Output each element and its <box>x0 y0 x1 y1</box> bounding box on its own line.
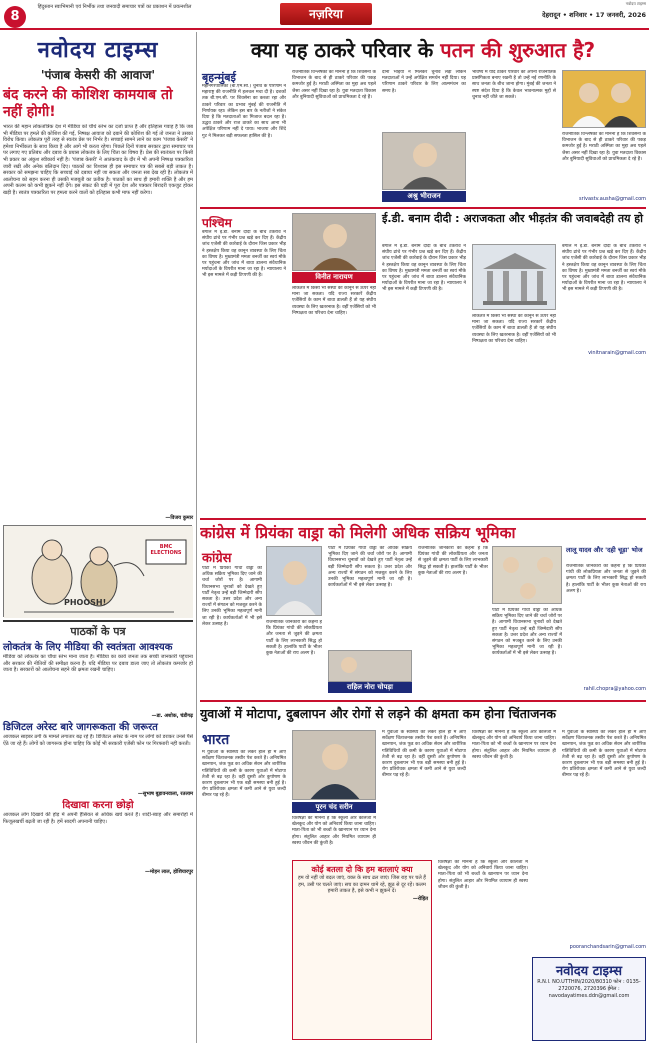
congress-col-4: राजनीतिक जानकारों का कहना है कि प्रियंका गांधी की लोकप्रियता और जनता से जुड़ने की क्षमता पार्टी के लिए लाभकारी सिद्ध हो सकती है। हालांकि पार्टी के भीतर कुछ नेताओं की राय अलग है। <box>418 546 488 576</box>
congress-col-2: राजनीतिक जानकारों का कहना है कि प्रियंका गांधी की लोकप्रियता और जनता से जुड़ने की क्षमता पार्टी के लिए लाभकारी सिद्ध हो सकती है। हालांकि पार्टी के भीतर कुछ नेताओं की राय अलग है। <box>266 620 322 657</box>
corner-tag: नवोदय टाइम्स <box>625 1 646 6</box>
youth-col-3: में युवाओं के स्वास्थ्य को लेकर हाल ही में आए सर्वेक्षण चिंताजनक तस्वीर पेश करते हैं। अनियमित खानपान, जंक फूड का अधिक सेवन और शारीरिक गतिविधियों की कमी के कारण युवाओं में मोटापा तेजी से बढ़ रहा है। वहीं दूसरी ओर कुपोषण के कारण दुबलापन भी एक बड़ी समस्या बनी हुई है। रोग प्रतिरोधक क्षमता में कमी आने से युवा जल्दी बीमार पड़ रहे हैं। <box>382 730 466 779</box>
author-portrait-icon <box>293 214 376 271</box>
youth-col-5: विशेषज्ञों का मानना है कि स्कूलों और कॉलेजों में खेलकूद और योग को अनिवार्य किया जाना चाहिए। माता-पिता को भी बच्चों के खानपान पर ध्यान देना होगा। संतुलित आहार और नियमित व्यायाम ही स्वस्थ जीवन की कुंजी है। <box>472 730 556 760</box>
mamata-author-name: विनीत नारायण <box>292 272 376 283</box>
leaders-photo-icon <box>493 547 562 604</box>
lead-col-1: महानगरपालिका (बी.एम.सी.) चुनाव के परिणाम ने महाराष्ट्र की राजनीति में हलचल मचा दी है। दशकों तक बी.एम.सी. पर शिवसेना का कब्जा रहा और ठाकरे परिवार का प्रभाव मुंबई की राजनीति में निर्णायक रहा। लेकिन इस बार के नतीजों ने संकेत दिया है कि मतदाताओं का मिजाज बदल रहा है। उद्धव ठाकरे और राज ठाकरे का साथ आना भी अपेक्षित परिणाम नहीं दे पाया। भाजपा और शिंदे गुट ने मिलकर बड़ी सफलता हासिल की है। <box>202 84 286 139</box>
youth-col-4: विशेषज्ञों का मानना है कि स्कूलों और कॉलेजों में खेलकूद और योग को अनिवार्य किया जाना चाहिए। माता-पिता को भी बच्चों के खानपान पर ध्यान देना होगा। संतुलित आहार और नियमित व्यायाम ही स्वस्थ जीवन की कुंजी है। <box>438 860 528 890</box>
mamata-kicker: पश्चिम <box>202 216 232 230</box>
section-divider <box>200 518 646 520</box>
youth-col-6: में युवाओं के स्वास्थ्य को लेकर हाल ही में आए सर्वेक्षण चिंताजनक तस्वीर पेश करते हैं। अनियमित खानपान, जंक फूड का अधिक सेवन और शारीरिक गतिविधियों की कमी के कारण युवाओं में मोटापा तेजी से बढ़ रहा है। वहीं दूसरी ओर कुपोषण के कारण दुबलापन भी एक बड़ी समस्या बनी हुई है। रोग प्रतिरोधक क्षमता में कमी आने से युवा जल्दी बीमार पड़ रहे हैं। <box>562 730 646 779</box>
congress-col-3: पार्टी में प्रियंका गांधी वाड्रा को अधिक सक्रिय भूमिका दिए जाने की चर्चा जोरों पर है। आगामी विधानसभा चुनावों को देखते हुए पार्टी नेतृत्व उन्हें बड़ी जिम्मेदारी सौंप सकता है। उत्तर प्रदेश और अन्य राज्यों में संगठन को मजबूत करने के लिए उनकी भूमिका महत्वपूर्ण मानी जा रही है। कार्यकर्ताओं में भी इसे लेकर उत्साह है। <box>328 546 412 589</box>
poem-byline: —रोहित <box>412 895 428 902</box>
editorial-headline: बंद करने की कोशिश कामयाब तो नहीं होगी! <box>3 87 173 120</box>
youth-author-photo <box>292 730 376 800</box>
mamata-contact: vinitnarain@gmail.com <box>588 350 646 356</box>
politician-portrait-icon <box>267 547 322 616</box>
youth-headline: युवाओं में मोटापा, दुबलापन और रोगों से लड़ने की क्षमता कम होना चिंताजनक <box>200 706 556 721</box>
mamata-col-4: लोकतंत्र में किसी भी संस्था को कानून से ऊपर नहीं माना जा सकता। यदि राज्य सरकारें केंद्रीय एजेंसियों के काम में बाधा डालती हैं तो यह संघीय व्यवस्था के लिए खतरनाक है। वहीं एजेंसियों को भी निष्पक्षता का परिचय देना चाहिए। <box>472 314 556 344</box>
lead-article <box>200 70 646 465</box>
section-divider <box>200 700 646 702</box>
youth-contact: pooranchandsarin@gmail.com <box>569 944 646 950</box>
lead-headline <box>200 33 646 67</box>
poem-text: हम वो नहीं जो बदल जाएं, वक्त के साथ ढल जाएं। जिस राह पर चले हैं हम, उसी पर चलते जाएं। सच का दामन थामे रहे, झूठ से दूर रहें। कलम हमारी ताकत है, इसे कभी न झुकने दें। <box>298 875 426 894</box>
editorial-cartoon <box>3 525 192 617</box>
lead-headline-part2: पतन की शुरुआत है? <box>440 38 596 62</box>
thackeray-photo <box>562 70 646 128</box>
tagline: हिंदुस्तान स्वाभिमानी एवं निर्भीक तथा जनवादी समाचार पत्रों का प्रकाशन में प्रयत्नशील <box>37 4 192 10</box>
youth-col-1: में युवाओं के स्वास्थ्य को लेकर हाल ही में आए सर्वेक्षण चिंताजनक तस्वीर पेश करते हैं। अनियमित खानपान, जंक फूड का अधिक सेवन और शारीरिक गतिविधियों की कमी के कारण युवाओं में मोटापा तेजी से बढ़ रहा है। वहीं दूसरी ओर कुपोषण के कारण दुबलापन भी एक बड़ी समस्या बनी हुई है। रोग प्रतिरोधक क्षमता में कमी आने से युवा जल्दी बीमार पड़ रहे हैं। <box>202 750 286 799</box>
author-portrait-icon <box>383 133 466 190</box>
lead-author-name: अश्रु भीराजन <box>382 191 466 202</box>
letter1-headline: लोकतंत्र के लिए मीडिया की स्वतंत्रता आवश्यक <box>3 642 173 653</box>
letter3-body: आजकल लोग दिखावे की होड़ में अपनी हैसियत से अधिक खर्च करते हैं। शादी-ब्याह और समारोहों में फिजूलखर्ची बढ़ती जा रही है। हमें सादगी अपनानी चाहिए। <box>3 812 193 825</box>
congress-kicker: कांग्रेस <box>202 551 232 566</box>
author-portrait-icon <box>293 731 376 800</box>
section-divider <box>200 207 646 209</box>
congress-headline: कांग्रेस में प्रियंका वाड्रा को मिलेगी अधिक सक्रिय भूमिका <box>200 524 516 542</box>
congress-author-photo <box>328 650 412 682</box>
lead-col-4: भविष्य में यदि ठाकरे परिवार को अपनी राजनीतिक प्रासंगिकता बनाए रखनी है तो उन्हें नई रणनीति के साथ जनता के बीच जाना होगा। मुंबई की जनता ने स्पष्ट संदेश दिया है कि केवल भावनात्मक मुद्दों से चुनाव नहीं जीते जा सकते। <box>472 70 556 100</box>
congress-author-name: राहिल नोरा चोपड़ा <box>328 682 412 693</box>
imprint-box <box>532 957 646 1041</box>
mamata-col-5: बंगाल में ई.डी. बनाम दीदी के बीच टकराव ने संघीय ढांचे पर गंभीर प्रश्न खड़े कर दिए हैं। केंद्रीय जांच एजेंसी की कार्रवाई के दौरान जिस प्रकार भीड़ ने हस्तक्षेप किया वह कानून व्यवस्था के लिए चिंता का विषय है। मुख्यमंत्री ममता बनर्जी का स्वयं मौके पर पहुंचना और जांच में बाधा डालना संवैधानिक मर्यादाओं के विपरीत माना जा रहा है। न्यायालय ने भी इस मामले में कड़ी टिप्पणी की है। <box>562 244 646 293</box>
cartoon-sound-text: PHOOSH! <box>64 598 107 607</box>
lead-author-photo <box>382 132 466 190</box>
mamata-col-3: बंगाल में ई.डी. बनाम दीदी के बीच टकराव ने संघीय ढांचे पर गंभीर प्रश्न खड़े कर दिए हैं। केंद्रीय जांच एजेंसी की कार्रवाई के दौरान जिस प्रकार भीड़ ने हस्तक्षेप किया वह कानून व्यवस्था के लिए चिंता का विषय है। मुख्यमंत्री ममता बनर्जी का स्वयं मौके पर पहुंचना और जांच में बाधा डालना संवैधानिक मर्यादाओं के विपरीत माना जा रहा है। न्यायालय ने भी इस मामले में कड़ी टिप्पणी की है। <box>382 244 466 293</box>
poem-box <box>292 860 432 1040</box>
leaders-photo-group <box>492 546 562 604</box>
poem-title: कोई बतला दो कि हम बतलाएं क्या <box>311 865 413 874</box>
imprint-text: R.N.I. NO.UTTHIN/2020/80310 फोन : 0135-2720076, 2720396 ईमेल : navodayatimes.ddn@gmail.com <box>537 979 641 999</box>
page-number: 8 <box>4 6 26 28</box>
youth-author-name: पूरन चंद सरीन <box>292 802 376 813</box>
editorial-byline: —विजय कुमार <box>165 515 193 521</box>
lead-col-5: राजनीतिक विश्लेषकों का मानना है कि शिवसेना के विभाजन के बाद से ही ठाकरे परिवार की पकड़ कमजोर हुई है। मराठी अस्मिता का मुद्दा अब पहले जैसा असर नहीं दिखा रहा है। युवा मतदाता विकास और बुनियादी सुविधाओं को प्राथमिकता दे रहे हैं। <box>562 132 646 162</box>
letter1-byline: —डा. अशोक, चंडीगढ़ <box>151 713 193 719</box>
lead-col-2: राजनीतिक विश्लेषकों का मानना है कि शिवसेना के विभाजन के बाद से ही ठाकरे परिवार की पकड़ कमजोर हुई है। मराठी अस्मिता का मुद्दा अब पहले जैसा असर नहीं दिखा रहा है। युवा मतदाता विकास और बुनियादी सुविधाओं को प्राथमिकता दे रहे हैं। <box>292 70 376 100</box>
congress-col-1: पार्टी में प्रियंका गांधी वाड्रा को अधिक सक्रिय भूमिका दिए जाने की चर्चा जोरों पर है। आगामी विधानसभा चुनावों को देखते हुए पार्टी नेतृत्व उन्हें बड़ी जिम्मेदारी सौंप सकता है। उत्तर प्रदेश और अन्य राज्यों में संगठन को मजबूत करने के लिए उनकी भूमिका महत्वपूर्ण मानी जा रही है। कार्यकर्ताओं में भी इसे लेकर उत्साह है। <box>202 566 262 627</box>
priyanka-photo <box>266 546 322 616</box>
lead-col-3: दोनों भाइयों ने मिलकर चुनाव लड़ा लेकिन मतदाताओं ने उन्हें अपेक्षित समर्थन नहीं दिया। यह परिणाम ठाकरे परिवार के लिए आत्ममंथन का समय है। <box>382 70 466 94</box>
lead-headline-part1: क्या यह ठाकरे परिवार के <box>250 38 441 62</box>
editorial-body: भारत की महान लोकतांत्रिक देश में मीडिया को चौथे स्तंभ का दर्जा प्राप्त है और इतिहास गवाह है कि जब भी मीडिया पर हमले की कोशिश की गई, निष्पक्ष आवाज को दबाने की कोशिश की गई तो जनता ने उसका विरोध किया। लोकतंत्र पूरी तरह से स्वतंत्र प्रेस पर निर्भर है। सच्चाई सामने लाने का काम 'पंजाब केसरी' ने हमेशा निर्भीकता के साथ किया है और आगे भी करता रहेगा। पिछले दिनों पंजाब सरकार द्वारा समाचार पत्र पर लगाए गए प्रतिबंध और दबाव के प्रयास लोकतंत्र के लिए चिंता का विषय हैं। प्रेस की स्वतंत्रता पर किसी भी प्रकार का अंकुश स्वीकार्य नहीं है। 'पंजाब केसरी' ने आतंकवाद के दौर में भी अपनी निष्पक्ष पत्रकारिता जारी रखी और अनेक बलिदान दिए। पाठकों का विश्वास ही इस समाचार पत्र की सबसे बड़ी ताकत है। सरकार को समझना चाहिए कि सच्चाई को दबाया नहीं जा सकता और जनता सब देख रही है। लोकतंत्र में आलोचना को सहन करना ही उसकी मजबूती का प्रतीक है। पाठकों का साथ ही हमारी शक्ति है और हम अपनी कलम को कभी झुकने नहीं देंगे। इस संकट की घड़ी में पूरा देश और पत्रकार बिरादरी एकजुट होकर खड़ी है। स्वतंत्र पत्रकारिता पर हमला करने वालों को इतिहास कभी माफ नहीं करेगा। <box>3 124 193 196</box>
congress-contact: rahil.chopra@yahoo.com <box>583 686 646 692</box>
section-banner: नज़रिया <box>280 3 372 25</box>
supreme-court-icon <box>473 245 556 310</box>
lead-contact: srivastv.ausha@gmail.com <box>578 196 646 202</box>
letter1-body: मीडिया को लोकतंत्र का चौथा स्तंभ माना जाता है। मीडिया का कार्य जनता तक सच्ची जानकारी पहुंचाना और सरकार की नीतियों की समीक्षा करना है। यदि मीडिया पर दबाव डाला जाए तो लोकतंत्र कमजोर हो जाता है। सरकारों को आलोचना सहने की क्षमता रखनी चाहिए। <box>3 654 193 674</box>
cartoon-sign-text: BMC ELECTIONS <box>150 544 182 556</box>
youth-kicker: भारत <box>202 732 230 748</box>
letter2-byline: —सुभाष बुड़ावनवाला, रतलाम <box>137 791 193 797</box>
dateline: देहरादून • शनिवार • 17 जनवरी, 2026 <box>542 11 646 19</box>
letter2-body: आजकल साइबर ठगी के मामले लगातार बढ़ रहे हैं। डिजिटल अरेस्ट के नाम पर लोगों को डराकर उनसे पैसे ऐंठे जा रहे हैं। लोगों को जागरूक होना चाहिए कि कोई भी सरकारी एजेंसी फोन पर गिरफ्तारी नहीं करती। <box>3 734 193 747</box>
imprint-logo: नवोदय टाइम्स <box>555 964 623 979</box>
logo-subtitle: 'पंजाब केसरी की आवाज' <box>40 68 156 82</box>
mamata-headline: ई.डी. बनाम दीदी : अराजकता और भीड़तंत्र की जवाबदेही तय हो <box>382 212 643 225</box>
leaders-photo-icon <box>563 71 646 128</box>
author-portrait-icon <box>329 651 412 682</box>
court-photo <box>472 244 556 310</box>
left-column <box>0 32 197 1043</box>
congress-side-headline: लालू यादव और 'दही चूड़ा' भोज <box>566 546 643 554</box>
mamata-col-1: बंगाल में ई.डी. बनाम दीदी के बीच टकराव ने संघीय ढांचे पर गंभीर प्रश्न खड़े कर दिए हैं। केंद्रीय जांच एजेंसी की कार्रवाई के दौरान जिस प्रकार भीड़ ने हस्तक्षेप किया वह कानून व्यवस्था के लिए चिंता का विषय है। मुख्यमंत्री ममता बनर्जी का स्वयं मौके पर पहुंचना और जांच में बाधा डालना संवैधानिक मर्यादाओं के विपरीत माना जा रहा है। न्यायालय ने भी इस मामले में कड़ी टिप्पणी की है। <box>202 230 286 279</box>
congress-col-6: राजनीतिक जानकारों का कहना है कि प्रियंका गांधी की लोकप्रियता और जनता से जुड़ने की क्षमता पार्टी के लिए लाभकारी सिद्ध हो सकती है। हालांकि पार्टी के भीतर कुछ नेताओं की राय अलग है। <box>566 564 646 594</box>
letter3-byline: —मोहन लाल, होशियारपुर <box>145 869 193 875</box>
lead-kicker: बृहन्मुंबई <box>202 71 236 84</box>
congress-col-5: पार्टी में प्रियंका गांधी वाड्रा को अधिक सक्रिय भूमिका दिए जाने की चर्चा जोरों पर है। आगामी विधानसभा चुनावों को देखते हुए पार्टी नेतृत्व उन्हें बड़ी जिम्मेदारी सौंप सकता है। उत्तर प्रदेश और अन्य राज्यों में संगठन को मजबूत करने के लिए उनकी भूमिका महत्वपूर्ण मानी जा रही है। कार्यकर्ताओं में भी इसे लेकर उत्साह है। <box>492 608 562 657</box>
mamata-col-2: लोकतंत्र में किसी भी संस्था को कानून से ऊपर नहीं माना जा सकता। यदि राज्य सरकारें केंद्रीय एजेंसियों के काम में बाधा डालती हैं तो यह संघीय व्यवस्था के लिए खतरनाक है। वहीं एजेंसियों को भी निष्पक्षता का परिचय देना चाहिए। <box>292 286 376 316</box>
mamata-author-photo <box>292 213 376 271</box>
letter2-headline: डिजिटल अरेस्ट बारे जागरूकता की जरूरत <box>3 722 158 733</box>
letters-section-title: पाठकों के पत्र <box>3 620 193 639</box>
masthead <box>0 0 649 30</box>
letter3-headline: दिखावा करना छोड़ो <box>62 800 134 811</box>
newspaper-logo: नवोदय टाइम्स <box>37 37 159 63</box>
youth-col-2: विशेषज्ञों का मानना है कि स्कूलों और कॉलेजों में खेलकूद और योग को अनिवार्य किया जाना चाहिए। माता-पिता को भी बच्चों के खानपान पर ध्यान देना होगा। संतुलित आहार और नियमित व्यायाम ही स्वस्थ जीवन की कुंजी है। <box>292 816 376 846</box>
